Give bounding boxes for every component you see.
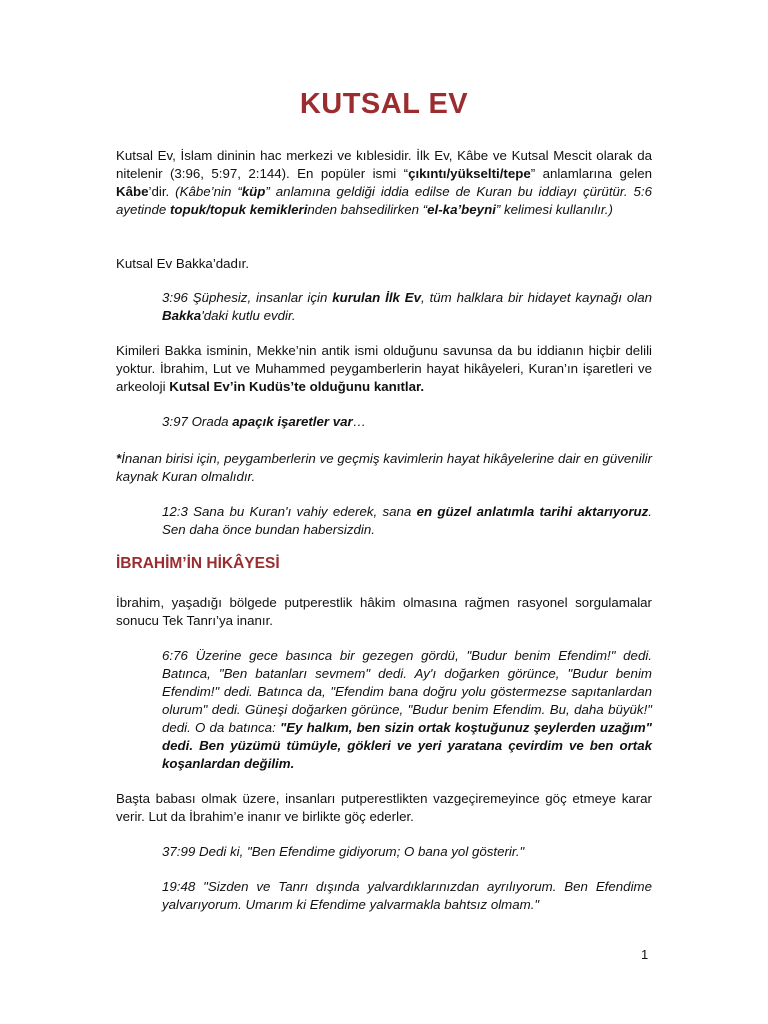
text-run: , tüm halklara bir hidayet kaynağı olan: [421, 290, 652, 305]
text-run: Kutsal Ev, İslam dininin hac merkezi ve kıblesidir. İlk Ev, Kâbe ve Kutsal Mescit olarak da nitelenir (3:96, 5:97, 2:144). En popüler ismi “: [116, 148, 652, 181]
verse-3-97: [162, 413, 652, 431]
text-run: nden bahsedilirken “: [307, 202, 428, 217]
text-run: Kâbe: [116, 184, 149, 199]
text-run: topuk/topuk kemikleri: [169, 202, 308, 217]
text-run: (Kâbe’nin “: [175, 184, 242, 199]
text-run: ” anlamına geldiği iddia edilse de Kuran bu iddiayı çürütür. 5:6 ayetinde: [116, 184, 652, 217]
text-run: en güzel anlatımla tarihi aktarıyoruz: [416, 504, 649, 519]
text-run: "Ey halkım, ben sizin ortak koştuğunuz şeylerden uzağım" dedi. Ben yüzümü tümüyle, gökleri ve yeri yaratana çevirdim ve ben ortak koşanlardan değilim.: [162, 720, 652, 771]
verse-37-99: 37:99 Dedi ki, "Ben Efendime gidiyorum; O bana yol gösterir.": [162, 844, 525, 859]
bakka-paragraph: Kutsal Ev Bakka’dadır.: [116, 256, 250, 271]
text-run: ” anlamlarına gelen: [530, 166, 652, 181]
text-run: apaçık işaretler var: [232, 414, 353, 429]
text-run: ’dir.: [148, 184, 176, 199]
verse-19-48: 19:48 "Sizden ve Tanrı dışında yalvardıklarınızdan ayrılıyorum. Ben Efendime yalvarıyorum. Umarım ki Efendime yalvarmakla bahtsız olmam.": [162, 879, 652, 912]
ibrahim-paragraph: İbrahim, yaşadığı bölgede putperestlik hâkim olmasına rağmen rasyonel sorgulamalar sonucu Tek Tanrı’ya inanır.: [116, 595, 652, 628]
text-run: 12:3 Sana bu Kuran'ı vahiy ederek, sana: [162, 504, 417, 519]
text-run: ” kelimesi kullanılır.): [495, 202, 613, 217]
text-run: el-ka’beyni: [427, 202, 496, 217]
text-run: Kutsal Ev’in Kudüs’te olduğunu kanıtlar.: [169, 379, 425, 394]
text-run: Kimileri Bakka isminin, Mekke’nin antik ismi olduğunu savunsa da bu iddianın hiçbir delili yoktur. İbrahim, Lut ve Muhammed peygamberlerin hayat hikâyeleri, Kuran’ın işaretleri ve arkeoloji: [116, 343, 652, 394]
text-run: Bakka: [162, 308, 202, 323]
intro-paragraph: [116, 147, 652, 219]
page-title: KUTSAL EV: [299, 88, 469, 120]
text-run: İnanan birisi için, peygamberlerin ve geçmiş kavimlerin hayat hikâyelerine dair en güvenilir kaynak Kuran olmalıdır.: [116, 451, 652, 484]
verse-12-3: [162, 503, 652, 539]
text-run: . Sen daha önce bundan habersizdin.: [162, 504, 652, 537]
verse-6-76: [162, 647, 652, 773]
text-run: kurulan İlk Ev: [332, 290, 422, 305]
section-heading: İBRAHİM’İN HİKÂYESİ: [116, 555, 280, 572]
text-run: 3:96 Şüphesiz, insanlar için: [162, 290, 333, 305]
migration-paragraph: Başta babası olmak üzere, insanları putperestlikten vazgeçiremeyince göç etmeye karar verir. Lut da İbrahim’e inanır ve birlikte göç ederler.: [116, 791, 652, 824]
note-paragraph: [116, 450, 652, 486]
page-number: 1: [641, 947, 649, 962]
text-run: 3:97 Orada: [162, 414, 233, 429]
text-run: çıkıntı/yükselti/tepe: [408, 166, 531, 181]
text-run: …: [352, 414, 367, 429]
verse-3-96: [162, 289, 652, 325]
mekke-paragraph: [116, 342, 652, 396]
text-run: 6:76 Üzerine gece basınca bir gezegen gördü, "Budur benim Efendim!" dedi. Batınca, "Ben batanları sevmem" dedi. Ay'ı doğarken görünce, "Budur benim Efendim!" dedi. Batınca da, "Efendim bana doğru yolu göstermezse sapıtanlardan olurum" dedi. Güneşi doğarken görünce, "Budur benim Efendim. Bu, daha büyük!" dedi. O da batınca:: [162, 648, 652, 735]
text-run: 'daki kutlu evdir.: [201, 308, 296, 323]
text-run: küp: [241, 184, 266, 199]
text-run: *: [116, 451, 122, 466]
